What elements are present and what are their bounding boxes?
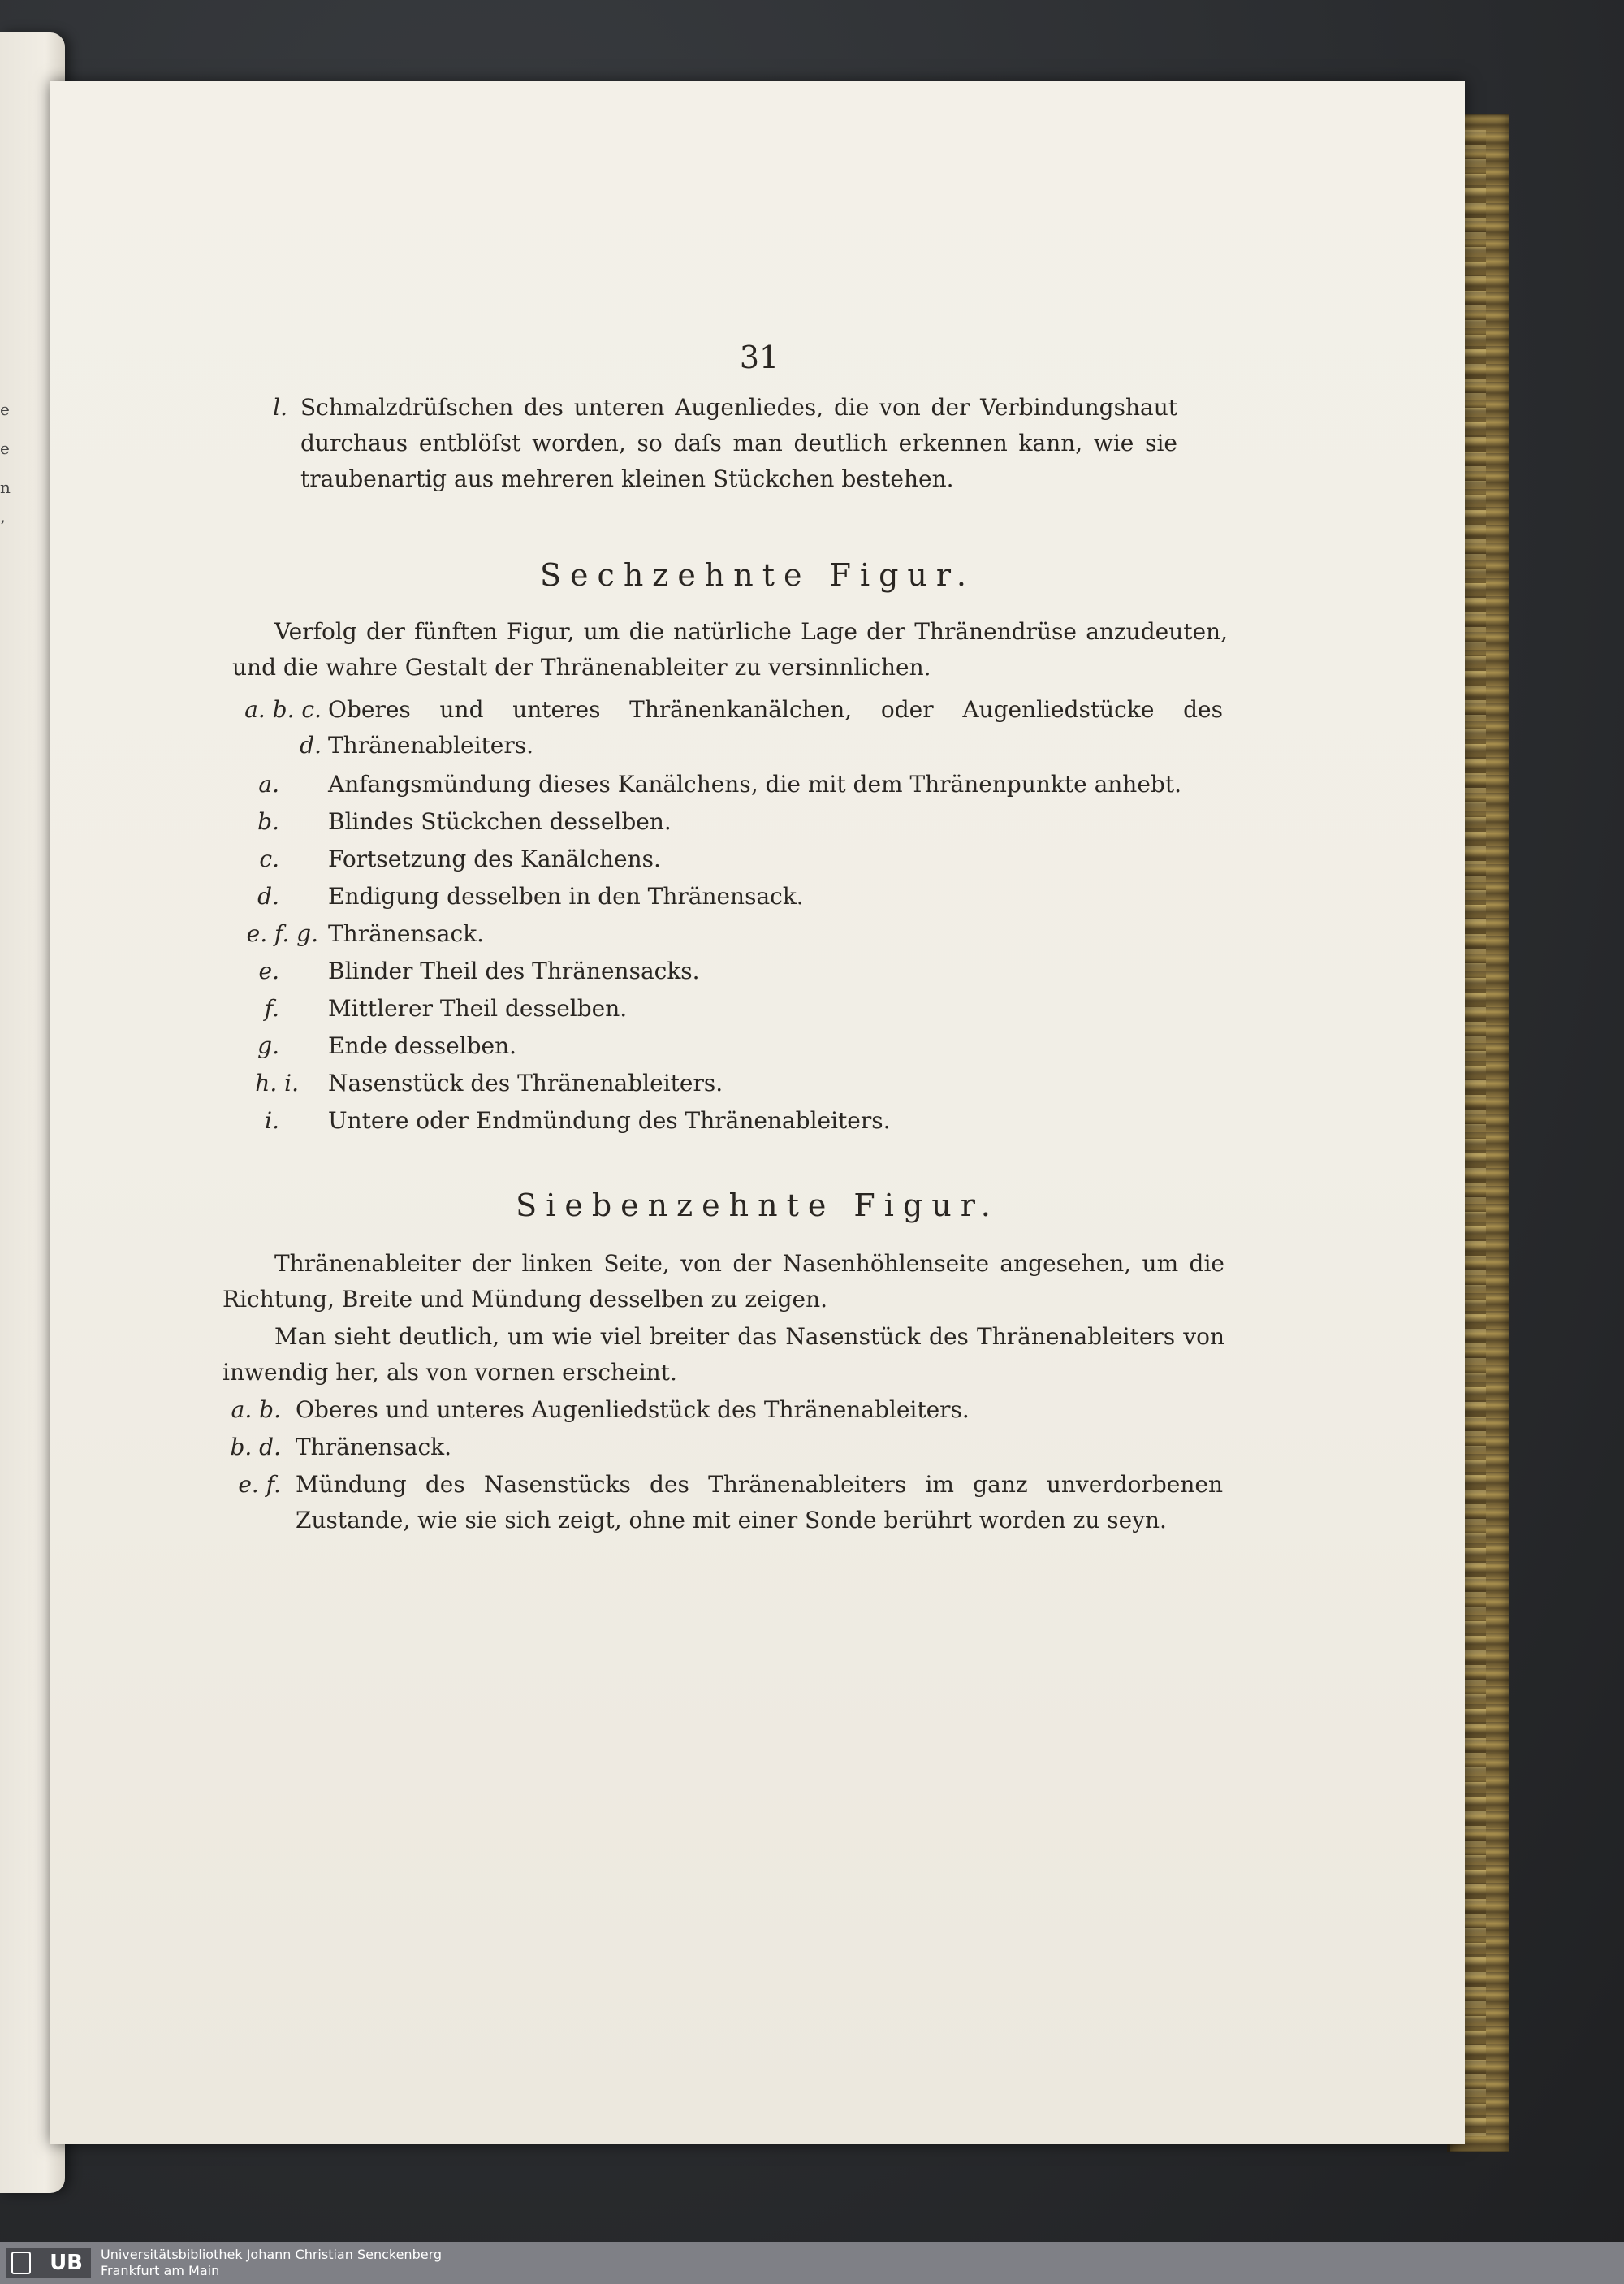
entry-key: a. <box>258 771 279 798</box>
entry-text: Oberes und unteres Thränenkanälchen, oder Augenliedstücke des Thränenableiters. <box>328 696 1223 759</box>
entry-text: Ende desselben. <box>328 1032 517 1059</box>
entry-key: d. <box>257 883 279 910</box>
legend-entry <box>227 767 1228 804</box>
book-page <box>50 81 1465 2144</box>
ub-logo <box>6 2248 91 2278</box>
edge-letter: n <box>0 478 11 497</box>
legend-entry <box>227 879 1228 916</box>
entry-text: Oberes und unteres Augenliedstück des Thränenableiters. <box>296 1396 970 1423</box>
legend-entry <box>227 954 1228 991</box>
entry-text: Thränensack. <box>296 1434 452 1460</box>
legend-entry <box>227 804 1228 841</box>
section-heading-17: Siebenzehnte Figur. <box>516 1187 1000 1223</box>
legend-entry <box>222 1430 1226 1467</box>
entry-key: e. f. g. <box>246 920 318 947</box>
entry-text: Fortsetzung des Kanälchens. <box>328 846 661 872</box>
legend-entry <box>227 991 1228 1028</box>
legend-entry <box>222 1392 1226 1430</box>
left-page-edge-text <box>0 390 13 546</box>
entry-key: h. i. <box>255 1070 299 1097</box>
edge-letter: ’ <box>0 517 6 536</box>
legend-entry <box>227 1028 1228 1066</box>
entry-text: Anfangsmündung dieses Kanälchens, die mit dem Thränenpunkte anhebt. <box>328 771 1181 798</box>
entry-key: i. <box>265 1107 279 1134</box>
legend-entry <box>222 1467 1226 1542</box>
entry-key: e. f. <box>238 1471 281 1498</box>
entry-text: Mittlerer Theil desselben. <box>328 995 628 1022</box>
binding-ornament <box>1462 130 1486 2136</box>
entry-key: l. <box>273 394 287 421</box>
entry-key: e. <box>258 958 279 984</box>
legend-entry <box>227 692 1228 765</box>
entry-text: Mündung des Nasenstücks des Thränenableiters im ganz unverdorbenen Zustande, wie sie sich zeigt, ohne mit einer Sonde berührt worden zu seyn. <box>296 1471 1223 1533</box>
section-heading-16: Sechzehnte Figur. <box>540 557 975 593</box>
library-name-line2: Frankfurt am Main <box>101 2263 220 2278</box>
page-number: 31 <box>739 340 780 375</box>
edge-letter: e <box>0 400 10 419</box>
entry-key: a. b. <box>231 1396 281 1423</box>
entry-key: b. <box>257 808 279 835</box>
entry-key: g. <box>257 1032 279 1059</box>
page-text <box>50 81 1465 2144</box>
entry-key: c. <box>259 846 279 872</box>
entry-text: Thränensack. <box>328 920 485 947</box>
library-name <box>101 2247 442 2279</box>
entry-key: f. <box>264 995 279 1022</box>
section17-para2: Man sieht deutlich, um wie viel breiter das Nasenstück des Thränenableiters von inwendig her, als von vornen erscheint. <box>222 1323 1224 1386</box>
library-name-line1: Universitätsbibliothek Johann Christian Senckenberg <box>101 2247 443 2262</box>
section16-intro: Verfolg der fünften Figur, um die natürliche Lage der Thränendrüse anzudeuten, und die wahre Gestalt der Thränenableiter zu versinnlichen. <box>232 618 1228 681</box>
ub-logo-text: UB <box>50 2251 83 2275</box>
legend-entry-l <box>253 390 1228 504</box>
entry-text: Endigung desselben in den Thränensack. <box>328 883 804 910</box>
legend-entry <box>227 1103 1228 1140</box>
entry-text: Blinder Theil des Thränensacks. <box>328 958 700 984</box>
entry-text: Blindes Stückchen desselben. <box>328 808 672 835</box>
entry-text: Nasenstück des Thränenableiters. <box>328 1070 723 1097</box>
legend-entry <box>227 916 1228 954</box>
ub-logo-icon <box>11 2252 31 2274</box>
entry-key: a. b. c. d. <box>244 696 322 759</box>
entry-text: Schmalzdrüſschen des unteren Augenliedes, die von der Verbindungshaut durchaus entblöſst worden, so daſs man deutlich erkennen kann, wie sie traubenartig aus mehreren kleinen Stückchen bestehen. <box>300 394 1177 492</box>
library-footer <box>0 2242 1624 2284</box>
legend-entry <box>227 1066 1228 1103</box>
legend-entry <box>227 841 1228 879</box>
section17-para1: Thränenableiter der linken Seite, von der Nasenhöhlenseite angesehen, um die Richtung, Breite und Mündung desselben zu zeigen. <box>222 1250 1224 1313</box>
entry-key: b. d. <box>230 1434 281 1460</box>
edge-letter: e <box>0 439 10 458</box>
entry-text: Untere oder Endmündung des Thränenableiters. <box>328 1107 891 1134</box>
